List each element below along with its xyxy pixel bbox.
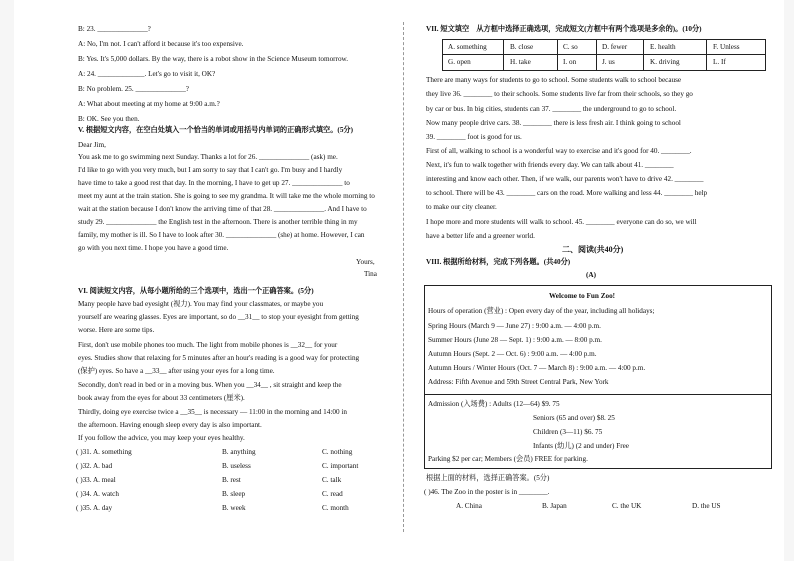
option-a[interactable]: A. China xyxy=(456,502,482,510)
zoo-admission-line: Seniors (65 and over) $8. 25 xyxy=(533,414,615,422)
zoo-poster xyxy=(424,285,772,469)
cloze-line: I hope more and more students will walk to school. 45. ________ everyone can do so, we will xyxy=(426,218,697,226)
letter-line: go with you next time. I hope you have a good time. xyxy=(78,244,229,252)
cloze-line: to school. There will be 43. ________ cars on the road. More walking and less 44. ________ help xyxy=(426,189,708,197)
word-option: E. health xyxy=(650,43,676,51)
letter-signoff: Yours, xyxy=(356,258,375,266)
word-option: L. If xyxy=(713,58,726,66)
option-b[interactable]: B. anything xyxy=(222,448,256,456)
letter-line: study 29. ______________ the English test in the afternoon. There is another terrible thing in my xyxy=(78,218,358,226)
letter-line: family, my mother is ill. So I have to look after 30. ______________ (she) at home. However, I can xyxy=(78,231,365,239)
option-b[interactable]: B. useless xyxy=(222,462,251,470)
cloze-line: There are many ways for students to go to school. Some students walk to school because xyxy=(426,76,682,84)
question-33-stem[interactable]: ( )33. A. meal xyxy=(76,476,116,484)
word-bank-box xyxy=(442,39,766,71)
passage-line: Many people have bad eyesight (视力). You may find your classmates, or maybe you xyxy=(78,300,324,308)
word-option: K. driving xyxy=(650,58,680,66)
passage-line: Secondly, don't read in bed or in a moving bus. When you __34__ , sit straight and keep the xyxy=(78,381,342,389)
letter-line: wait at the station because I don't know the arriving time of that 28. ______________. And I have to xyxy=(78,205,367,213)
word-option: C. so xyxy=(563,43,578,51)
cloze-line: interesting and know each other. Then, if we walk, our parents won't have to drive 42. ________ xyxy=(426,175,704,183)
question-31-stem[interactable]: ( )31. A. something xyxy=(76,448,132,456)
letter-line: I'd like to go with you very much, but I am sorry to say that I can't go. I'm busy and I hardly xyxy=(78,166,343,174)
passage-line: (保护) eyes. So have a __33__ after using your eyes for a long time. xyxy=(78,367,275,375)
section-vi-title: VI. 阅读短文内容，从每小题所给的三个选项中，选出一个正确答案。(5分) xyxy=(78,287,314,295)
zoo-hours-line: Hours of operation (营业) : Open every day of the year, including all holidays; xyxy=(428,307,655,315)
scan-edge-right xyxy=(784,0,794,561)
dialog-line-7: B: OK. See you then. xyxy=(78,115,140,123)
question-32-stem[interactable]: ( )32. A. bad xyxy=(76,462,113,470)
word-option: D. fewer xyxy=(602,43,628,51)
zoo-hours-line: Spring Hours (March 9 — June 27) : 9:00 a.m. — 4:00 p.m. xyxy=(428,322,601,330)
option-b[interactable]: B. sleep xyxy=(222,490,246,498)
word-option: F. Unless xyxy=(713,43,740,51)
option-c[interactable]: C. important xyxy=(322,462,359,470)
word-option: J. us xyxy=(602,58,615,66)
word-option: I. on xyxy=(563,58,577,66)
dialog-line-6: A: What about meeting at my home at 9:00 a.m.? xyxy=(78,100,220,108)
zoo-title: Welcome to Fun Zoo! xyxy=(549,292,616,300)
section-viii-title: VIII. 根据所给材料，完成下列各题。(共40分) xyxy=(426,258,571,266)
word-option: A. something xyxy=(448,43,487,51)
part-two-title: 二、阅读(共40分) xyxy=(562,245,624,254)
passage-line: book away from the eyes for about 33 centimeters (厘米). xyxy=(78,394,245,402)
zoo-admission-line: Children (3—11) $6. 75 xyxy=(533,428,603,436)
word-option: B. close xyxy=(510,43,534,51)
option-c[interactable]: C. nothing xyxy=(322,448,353,456)
scan-edge-left xyxy=(0,0,14,561)
passage-line: eyes. Studies show that relaxing for 5 minutes after an hour's reading is a good way for protecting xyxy=(78,354,360,362)
cloze-line: Next, it's fun to walk together with friends every day. We can talk about 41. ________ xyxy=(426,161,674,169)
word-option: H. take xyxy=(510,58,531,66)
option-b[interactable]: B. rest xyxy=(222,476,241,484)
column-divider xyxy=(403,22,404,532)
dialog-line-2: A: No, I'm not. I can't afford it because it's too expensive. xyxy=(78,40,244,48)
option-c[interactable]: C. talk xyxy=(322,476,342,484)
section-v-title: V. 根据短文内容，在空白处填入一个恰当的单词或用括号内单词的正确形式填空。(5分) xyxy=(78,126,353,134)
passage-line: First, don't use mobile phones too much. The light from mobile phones is __32__ for your xyxy=(78,341,338,349)
option-b[interactable]: B. week xyxy=(222,504,246,512)
dialog-line-5: B: No problem. 25. ______________? xyxy=(78,85,189,93)
zoo-parking-line: Parking $2 per car; Members (会员) FREE for parking. xyxy=(428,455,588,463)
cloze-line: by car or bus. In big cities, students can 37. ________ the underground to go to school. xyxy=(426,105,677,113)
zoo-address: Address: Fifth Avenue and 59th Street Central Park, New York xyxy=(428,378,609,386)
passage-line: worse. Here are some tips. xyxy=(78,326,155,334)
letter-signature: Tina xyxy=(364,270,377,278)
zoo-hours-line: Summer Hours (June 28 — Sept. 1) : 9:00 a.m. — 8:00 p.m. xyxy=(428,336,602,344)
cloze-line: Now many people drive cars. 38. ________ there is less fresh air. I think going to school xyxy=(426,119,681,127)
cloze-line: First of all, walking to school is a wonderful way to exercise and it's good for 40. ________. xyxy=(426,147,692,155)
option-c[interactable]: C. month xyxy=(322,504,349,512)
zoo-admission-line: Infants (幼儿) (2 and under) Free xyxy=(533,442,629,450)
letter-line: You ask me to go swimming next Sunday. Thanks a lot for 26. ______________ (ask) me. xyxy=(78,153,338,161)
cloze-line: have a better life and a greener world. xyxy=(426,232,535,240)
passage-a-label: (A) xyxy=(586,271,596,279)
section-vii-title: VII. 短文填空 从方框中选择正确选项，完成短文(方框中有两个选项是多余的)。(10分) xyxy=(426,25,702,33)
cloze-line: 39. ________ foot is good for us. xyxy=(426,133,522,141)
cloze-line: they live 36. ________ to their schools. Some students live far from their schools, so they go xyxy=(426,90,693,98)
letter-line: meet my aunt at the train station. She is going to see my grandma. It will take me the whole morning to xyxy=(78,192,375,200)
option-c[interactable]: C. the UK xyxy=(612,502,642,510)
option-b[interactable]: B. Japan xyxy=(542,502,567,510)
question-34-stem[interactable]: ( )34. A. watch xyxy=(76,490,119,498)
passage-line: the afternoon. Having enough sleep every day is also important. xyxy=(78,421,262,429)
option-c[interactable]: C. read xyxy=(322,490,343,498)
passage-line: Thirdly, doing eye exercise twice a __35__ is necessary — 11:00 in the morning and 14:00 in xyxy=(78,408,347,416)
option-d[interactable]: D. the US xyxy=(692,502,721,510)
zoo-hours-line: Autumn Hours / Winter Hours (Oct. 7 — March 8) : 9:00 a.m. — 4:00 p.m. xyxy=(428,364,646,372)
dialog-line-4: A: 24. _____________. Let's go to visit it, OK? xyxy=(78,70,216,78)
word-option: G. open xyxy=(448,58,471,66)
passage-line: yourself are wearing glasses. Eyes are important, so do __31__ to stop your eyesight from getting xyxy=(78,313,359,321)
zoo-hours-line: Autumn Hours (Sept. 2 — Oct. 6) : 9:00 a.m. — 4:00 p.m. xyxy=(428,350,597,358)
question-46-stem[interactable]: ( )46. The Zoo in the poster is in ________. xyxy=(424,488,550,496)
question-35-stem[interactable]: ( )35. A. day xyxy=(76,504,113,512)
passage-line: If you follow the advice, you may keep your eyes healthy. xyxy=(78,434,245,442)
letter-line: have time to take a good rest that day. In the morning, I have to get up 27. ______________ to xyxy=(78,179,350,187)
zoo-admission-line: Admission (入场费) : Adults (12—64) $9. 75 xyxy=(428,400,560,408)
dialog-line-3: B: Yes. It's 5,000 dollars. By the way, there is a robot show in the Science Museum tomorrow. xyxy=(78,55,349,63)
instruction: 根据上面的材料，选择正确答案。(5分) xyxy=(426,474,550,482)
letter-line: Dear Jim, xyxy=(78,141,106,149)
dialog-line-1: B: 23. ______________? xyxy=(78,25,151,33)
cloze-line: to make our city cleaner. xyxy=(426,203,497,211)
